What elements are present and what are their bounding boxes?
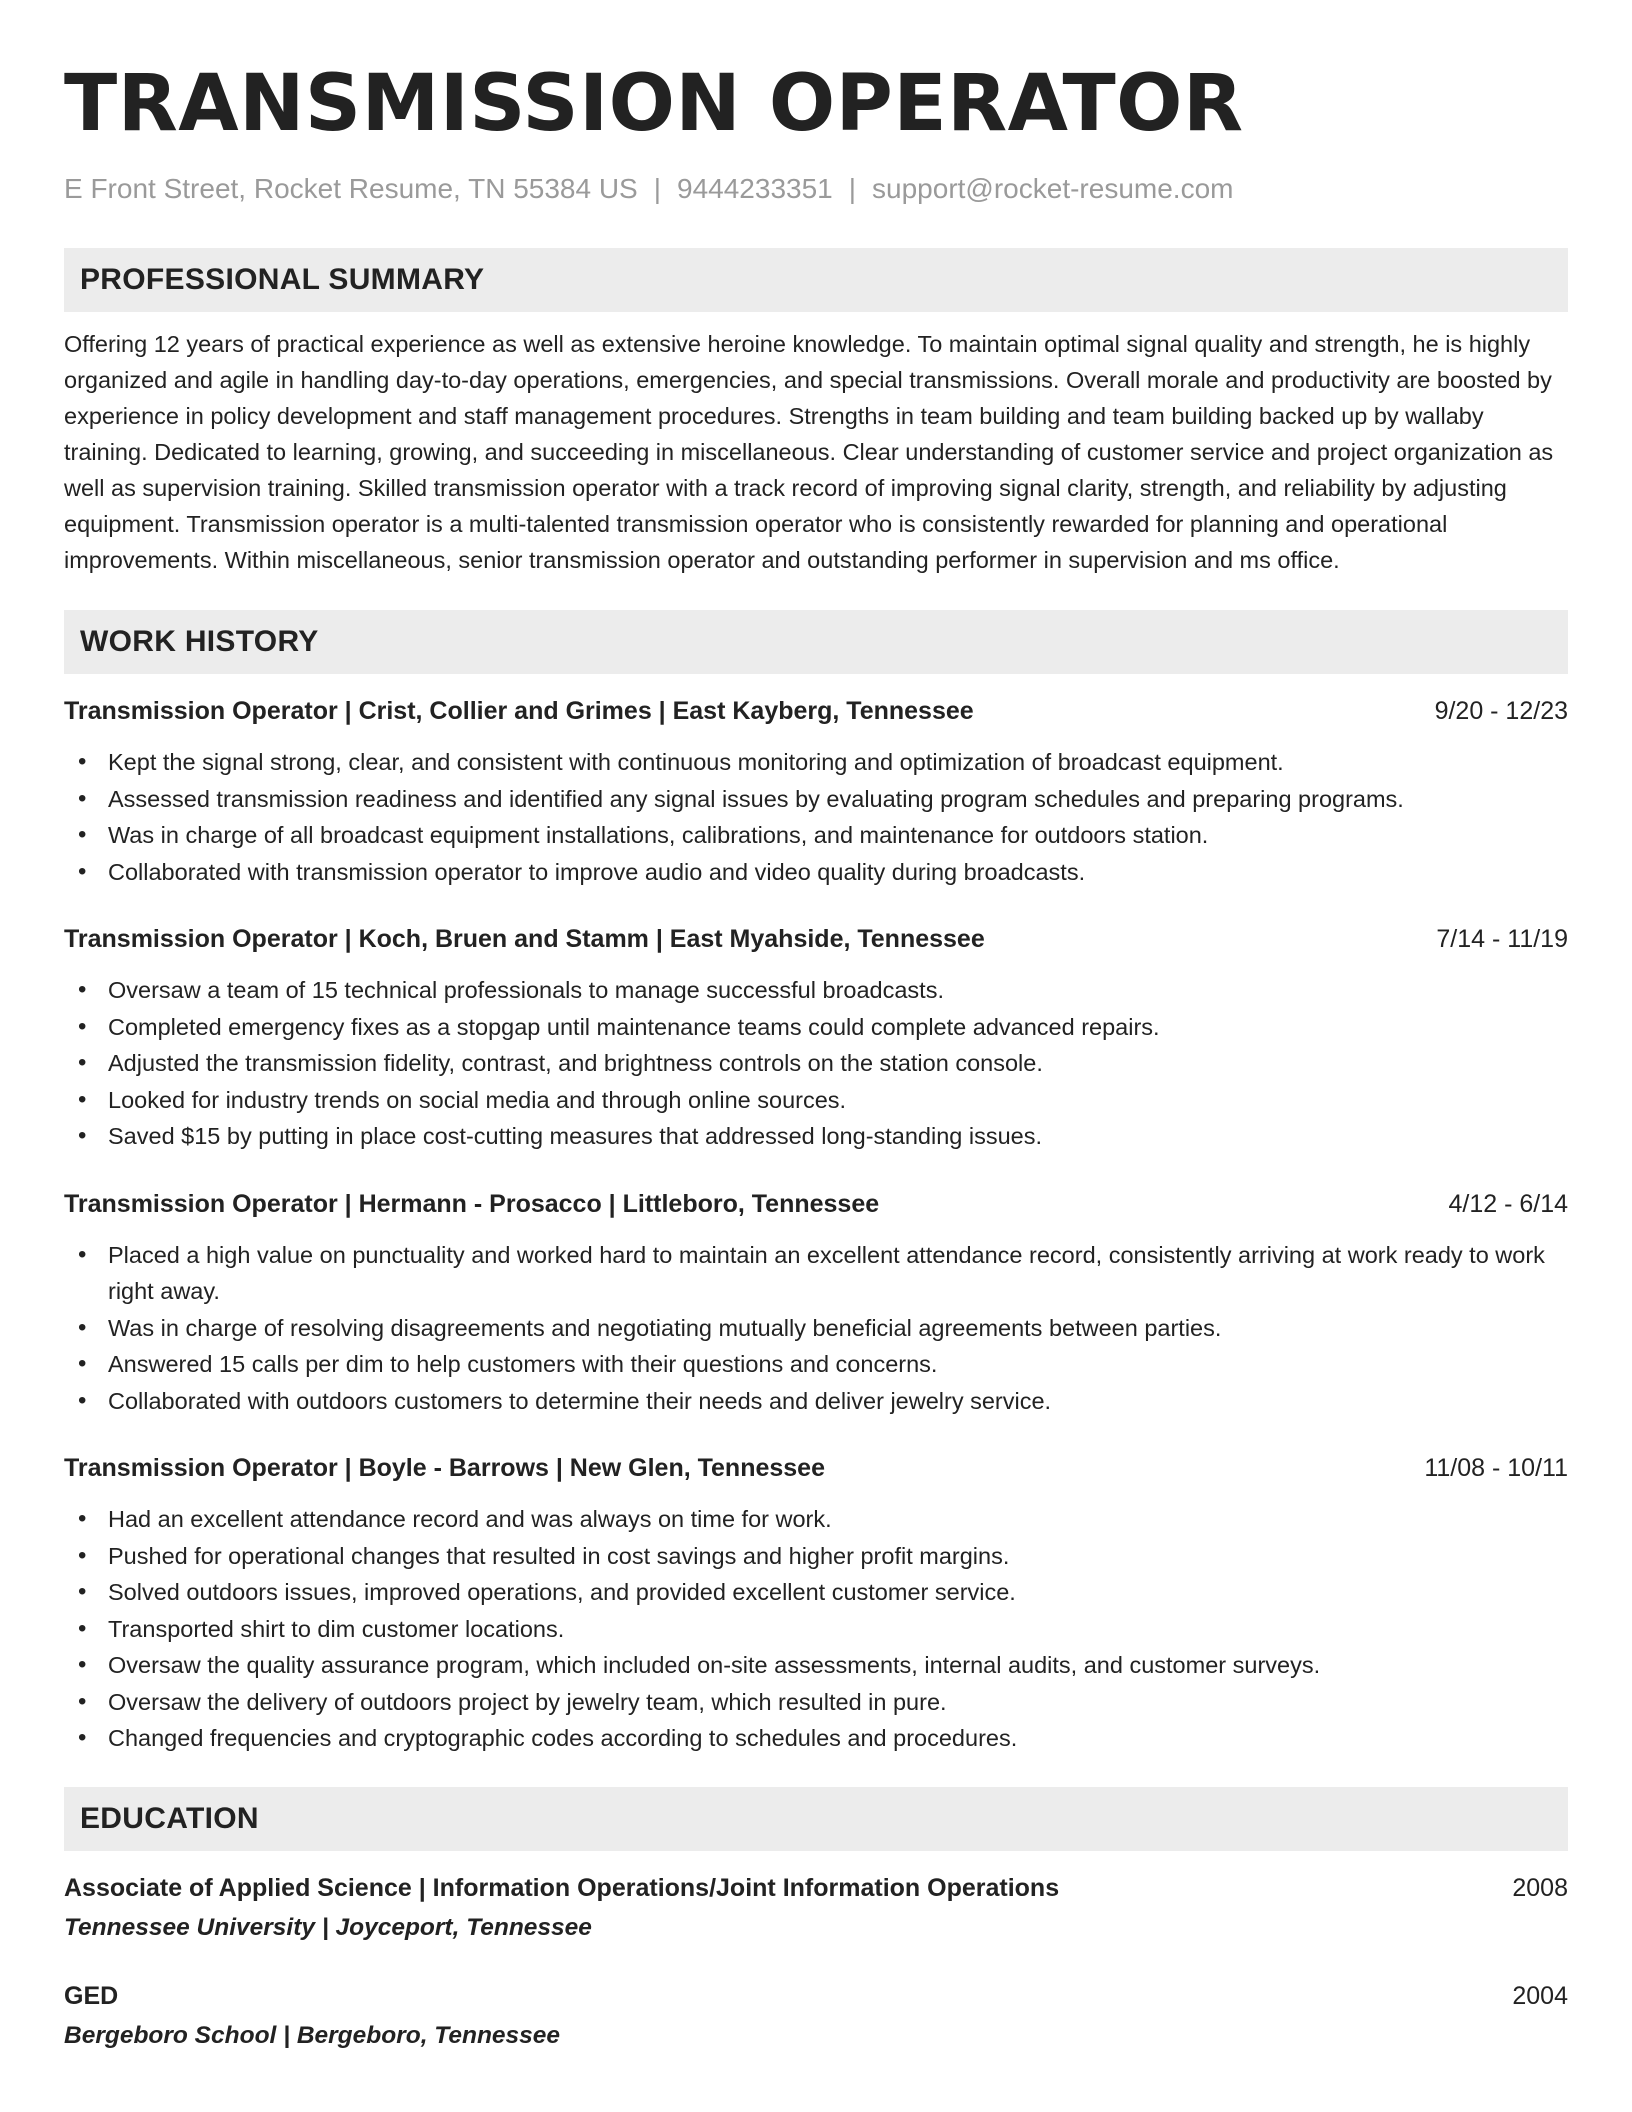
job-bullets (64, 972, 1568, 1155)
job-bullet: • Looked for industry trends on social media and through online sources. (64, 1082, 1568, 1119)
job-bullet: • Adjusted the transmission fidelity, contrast, and brightness controls on the station console. (64, 1045, 1568, 1082)
job-bullets (64, 744, 1568, 890)
contact-separator: | (653, 173, 662, 204)
job-bullet: • Collaborated with outdoors customers to determine their needs and deliver jewelry service. (64, 1383, 1568, 1420)
education-school: Bergeboro School | Bergeboro, Tennessee (64, 2021, 561, 2049)
job-header (64, 694, 1568, 728)
job-bullet: • Kept the signal strong, clear, and consistent with continuous monitoring and optimization of broadcast equipment. (64, 744, 1568, 781)
job-bullet: • Saved $15 by putting in place cost-cutting measures that addressed long-standing issues. (64, 1118, 1568, 1155)
job-title: Transmission Operator | Koch, Bruen and Stamm | East Myahside, Tennessee (64, 925, 985, 953)
job-title: Transmission Operator | Boyle - Barrows | New Glen, Tennessee (64, 1454, 825, 1482)
job-bullet: • Changed frequencies and cryptographic codes according to schedules and procedures. (64, 1720, 1568, 1757)
job-bullet: • Collaborated with transmission operator to improve audio and video quality during broadcasts. (64, 854, 1568, 891)
job-title: Transmission Operator | Crist, Collier and Grimes | East Kayberg, Tennessee (64, 697, 974, 725)
education-degree: Associate of Applied Science | Information Operations/Joint Information Operations (64, 1873, 1060, 1902)
job-bullet: • Solved outdoors issues, improved operations, and provided excellent customer service. (64, 1574, 1568, 1611)
job-dates: 9/20 - 12/23 (1434, 697, 1568, 725)
contact-phone[interactable]: 9444233351 (677, 173, 833, 204)
job-bullet: • Was in charge of resolving disagreements and negotiating mutually beneficial agreements between parties. (64, 1310, 1568, 1347)
job-bullets (64, 1237, 1568, 1420)
job-bullets (64, 1501, 1568, 1757)
section-heading-work-history (64, 610, 1568, 674)
job-header (64, 1187, 1568, 1221)
education-header (64, 1871, 1568, 1905)
job-entry (64, 1187, 1568, 1420)
job-dates: 7/14 - 11/19 (1436, 925, 1568, 953)
contact-address: E Front Street, Rocket Resume, TN 55384 US (64, 173, 638, 204)
education-year: 2004 (1512, 1981, 1568, 2010)
job-title: Transmission Operator | Hermann - Prosacco | Littleboro, Tennessee (64, 1189, 880, 1218)
job-header (64, 1451, 1568, 1485)
job-bullet: • Oversaw a team of 15 technical professionals to manage successful broadcasts. (64, 972, 1568, 1009)
job-bullet: • Assessed transmission readiness and identified any signal issues by evaluating program schedules and preparing programs. (64, 781, 1568, 818)
education-entry (64, 1871, 1568, 1945)
job-bullet: • Was in charge of all broadcast equipment installations, calibrations, and maintenance for outdoors station. (64, 817, 1568, 854)
job-entry (64, 694, 1568, 890)
job-bullet: • Oversaw the quality assurance program, which included on-site assessments, internal audits, and customer surveys. (64, 1647, 1568, 1684)
job-bullet: • Answered 15 calls per dim to help customers with their questions and concerns. (64, 1346, 1568, 1383)
job-bullet: • Had an excellent attendance record and was always on time for work. (64, 1501, 1568, 1538)
summary-text: Offering 12 years of practical experience as well as extensive heroine knowledge. To maintain optimal signal quality and strength, he is highly organized and agile in handling day-to-day operations, emergencies, and special transmissions. Overall morale and productivity are boosted by experience in policy development and staff management procedures. Strengths in team building and team building backed up by wallaby training. Dedicated to learning, growing, and succeeding in miscellaneous. Clear understanding of customer service and project organization as well as supervision training. Skilled transmission operator with a track record of improving signal clarity, strength, and reliability by adjusting equipment. Transmission operator is a multi-talented transmission operator who is consistently rewarded for planning and operational improvements. Within miscellaneous, senior transmission operator and outstanding performer in supervision and ms office. (64, 331, 1554, 573)
job-dates: 4/12 - 6/14 (1448, 1189, 1568, 1218)
job-entry (64, 922, 1568, 1155)
education-header (64, 1979, 1568, 2013)
education-year: 2008 (1512, 1873, 1568, 1902)
education-school: Tennessee University | Joyceport, Tennessee (64, 1913, 592, 1941)
section-title: WORK HISTORY (80, 625, 319, 658)
education-degree: GED (64, 1981, 119, 2010)
candidate-name: TRANSMISSION OPERATOR (64, 59, 1244, 149)
job-bullet: • Placed a high value on punctuality and worked hard to maintain an excellent attendance record, consistently arriving at work ready to work right away. (64, 1237, 1568, 1310)
section-heading-summary (64, 248, 1568, 312)
job-dates: 11/08 - 10/11 (1424, 1454, 1568, 1482)
education-entry (64, 1979, 1568, 2053)
section-title: EDUCATION (80, 1801, 259, 1835)
job-bullet: • Pushed for operational changes that resulted in cost savings and higher profit margins. (64, 1538, 1568, 1575)
job-bullet: • Oversaw the delivery of outdoors project by jewelry team, which resulted in pure. (64, 1684, 1568, 1721)
contact-email[interactable]: support@rocket-resume.com (872, 173, 1234, 204)
job-bullet: • Completed emergency fixes as a stopgap until maintenance teams could complete advanced repairs. (64, 1009, 1568, 1046)
job-entry (64, 1451, 1568, 1757)
contact-line (64, 172, 1568, 206)
job-header (64, 922, 1568, 956)
job-bullet: • Transported shirt to dim customer locations. (64, 1611, 1568, 1648)
contact-separator: | (848, 173, 857, 204)
work-history-list (64, 694, 1568, 1757)
resume-header (64, 56, 1568, 206)
education-list (64, 1871, 1568, 2053)
section-title: PROFESSIONAL SUMMARY (80, 263, 485, 296)
section-heading-education (64, 1787, 1568, 1851)
